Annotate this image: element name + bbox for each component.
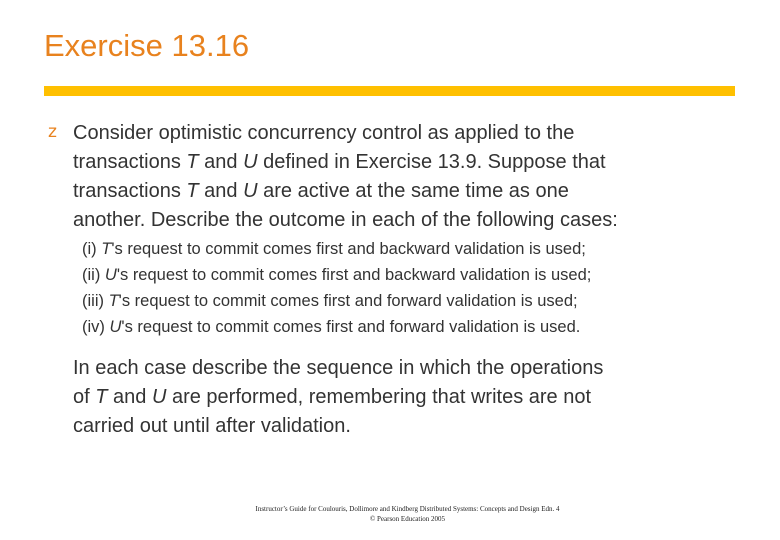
intro-line: another. Describe the outcome in each of the following cases:: [73, 209, 618, 231]
intro-line: transactions T and U are active at the same time as one: [73, 180, 569, 202]
transaction-name: T: [95, 386, 108, 408]
footer-copyright: © Pearson Education 2005: [369, 515, 446, 523]
transaction-name: U: [243, 180, 258, 202]
case-item: (i) T's request to commit comes first and backward validation is used;: [82, 240, 586, 258]
transaction-name: T: [101, 240, 112, 258]
closing-line: In each case describe the sequence in which the operations: [73, 357, 604, 379]
transaction-name: U: [109, 318, 122, 336]
slide-title: Exercise 13.16: [44, 28, 250, 63]
transaction-name: T: [108, 292, 119, 310]
closing-paragraph: [73, 354, 763, 441]
closing-line: of T and U are performed, remembering that writes are not: [73, 386, 592, 408]
bullet-icon: z: [48, 122, 57, 142]
intro-line: transactions T and U defined in Exercise 13.9. Suppose that: [73, 151, 606, 173]
slide-footer: [229, 504, 586, 524]
footer-credit: Instructor’s Guide for Coulouris, Dollimore and Kindberg Distributed Systems: Concepts and Design Edn. 4: [255, 505, 560, 513]
transaction-name: T: [186, 151, 199, 173]
intro-line: Consider optimistic concurrency control as applied to the: [73, 122, 575, 144]
transaction-name: T: [186, 180, 199, 202]
case-item: (ii) U's request to commit comes first and backward validation is used;: [82, 266, 592, 284]
case-item: (iii) T's request to commit comes first and forward validation is used;: [82, 292, 578, 310]
transaction-name: U: [243, 151, 258, 173]
transaction-name: U: [151, 386, 167, 408]
title-underline-bar: [44, 86, 735, 96]
transaction-name: U: [104, 266, 117, 284]
cases-list: [82, 236, 591, 340]
exercise-intro-paragraph: [73, 119, 763, 235]
closing-line: carried out until after validation.: [73, 415, 351, 437]
case-item: (iv) U's request to commit comes first and forward validation is used.: [82, 318, 581, 336]
